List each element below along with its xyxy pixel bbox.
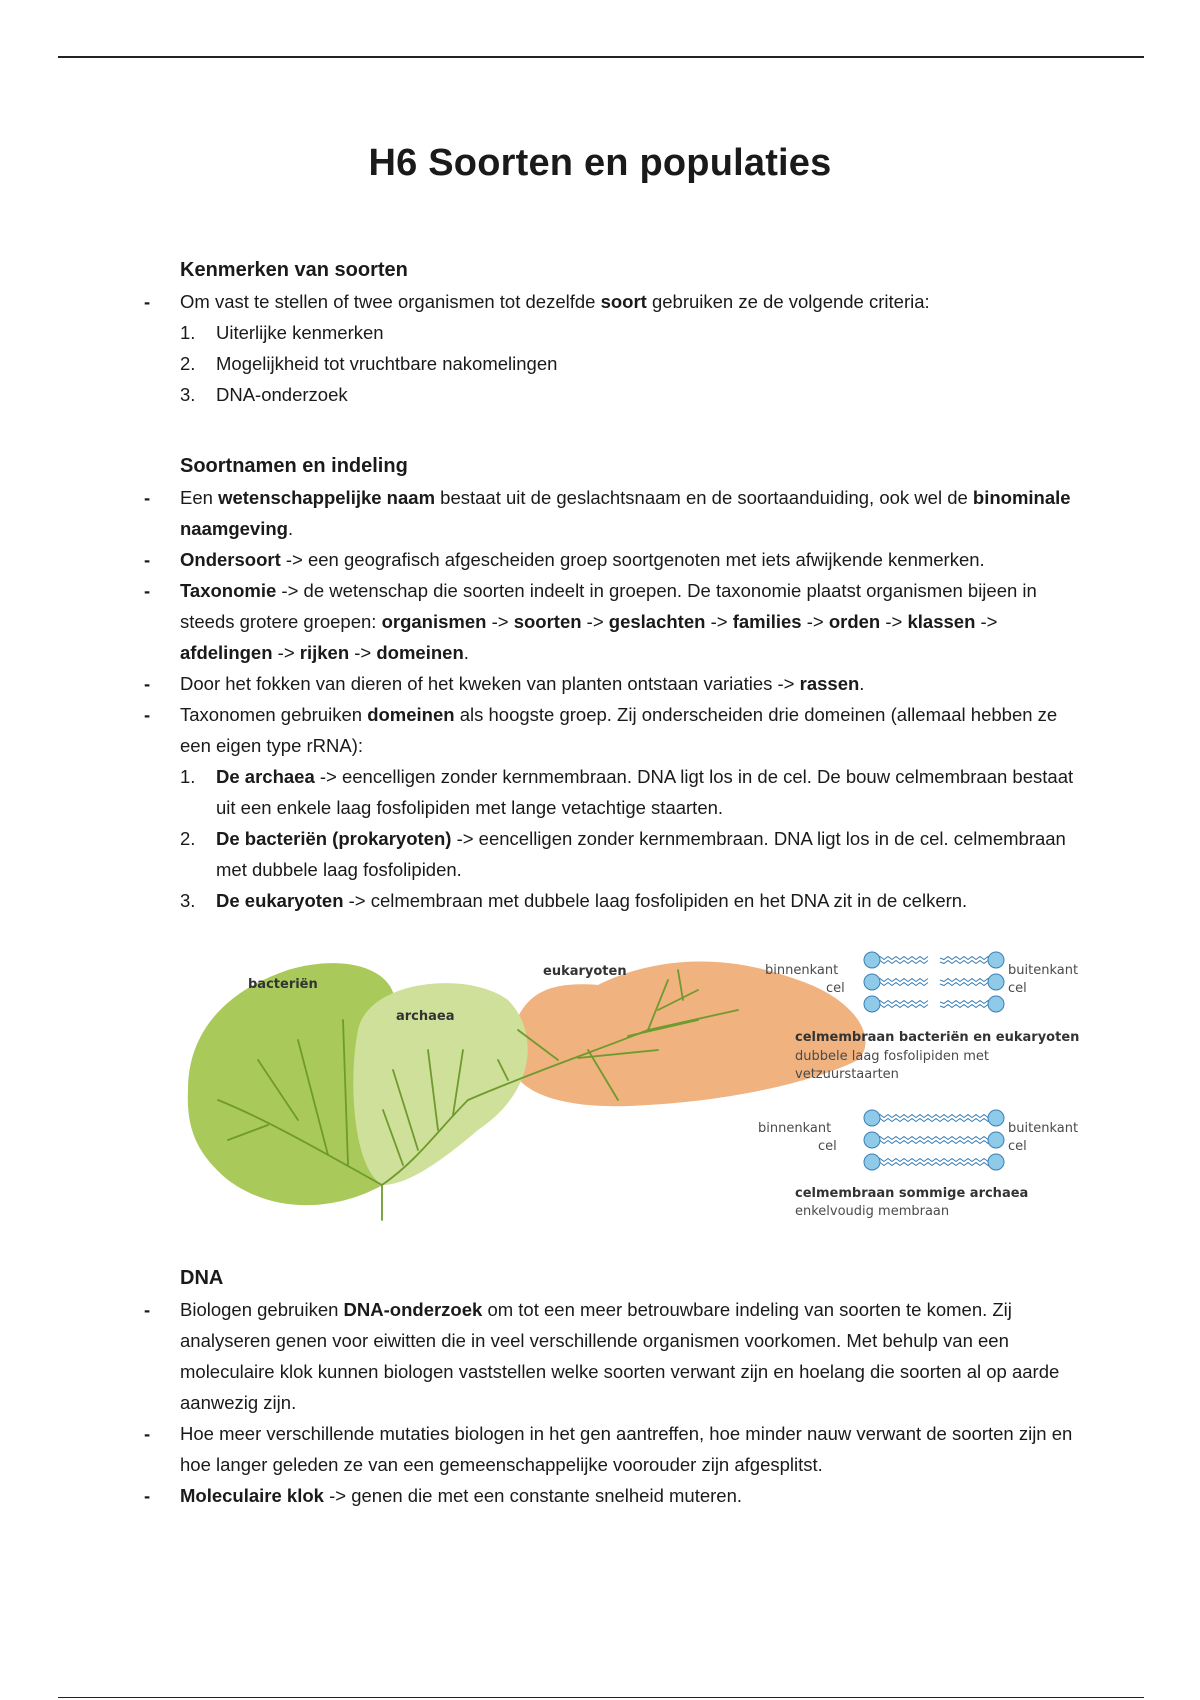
- lipid-tail: [872, 1159, 996, 1166]
- tree-of-life-diagram: [188, 961, 866, 1220]
- lipid-head: [988, 1110, 1004, 1126]
- figure-svg: [178, 940, 1098, 1240]
- domain-list: [180, 761, 1080, 916]
- lipid-tail: [872, 1115, 996, 1122]
- label-outer-cell: buitenkant cel: [1008, 1121, 1079, 1154]
- page-title: H6 Soorten en populaties: [368, 142, 832, 184]
- phospholipid-monolayer: [864, 1110, 1004, 1170]
- section-heading: DNA: [180, 1267, 224, 1289]
- lipid-head: [864, 996, 880, 1012]
- bullet-dna-onderzoek: - Biologen gebruiken DNA-onderzoek om tot een meer betrouwbare indeling van soorten te komen. Zij analyseren genen voor eiwitten die in veel verschillende organismen voorkomen. Met behulp van een moleculaire klok kunnen biologen vaststellen welke soorten verwant zijn en hoelang die soorten al op aarde aanwezig zijn.: [180, 1294, 1080, 1418]
- membrane1-caption: dubbele laag fosfolipiden met vetzuurstaarten: [795, 1049, 989, 1082]
- membrane-monolayer-diagram: [758, 1110, 1078, 1219]
- membrane2-caption: enkelvoudig membraan: [795, 1204, 950, 1219]
- section-soortnamen: [180, 450, 1080, 916]
- domains-figure: [178, 940, 1098, 1240]
- bullet-moleculaire-klok: - Moleculaire klok -> genen die met een constante snelheid muteren.: [180, 1480, 1080, 1511]
- list-item: 3. DNA-onderzoek: [180, 384, 348, 405]
- list-item: 2. Mogelijkheid tot vruchtbare nakomelingen: [180, 353, 558, 374]
- lipid-head: [864, 1110, 880, 1126]
- phospholipid-bilayer: [864, 952, 1004, 1012]
- bullet-criteria: - Om vast te stellen of twee organismen tot dezelfde soort gebruiken ze de volgende criteria:: [180, 286, 1080, 317]
- list-item: 3. De eukaryoten -> celmembraan met dubbele laag fosfolipiden en het DNA zit in de celkern.: [180, 890, 968, 911]
- lipid-head: [988, 996, 1004, 1012]
- bullet-rassen: - Door het fokken van dieren of het kweken van planten ontstaan variaties -> rassen.: [180, 668, 1080, 699]
- lipid-head: [988, 1154, 1004, 1170]
- top-rule: [58, 56, 1144, 58]
- bullet-taxonomie: - Taxonomie -> de wetenschap die soorten indeelt in groepen. De taxonomie plaatst organismen bijeen in steeds grotere groepen: organismen -> soorten -> geslachten -> families -> orden -> klassen -> afdelingen -> rijken -> domeinen.: [180, 575, 1080, 668]
- label-inner-cell: binnenkant cel: [765, 963, 845, 996]
- bullet-wetenschappelijke-naam: - Een wetenschappelijke naam bestaat uit de geslachtsnaam en de soortaanduiding, ook wel de binominale naamgeving.: [180, 482, 1080, 544]
- list-item: 2. De bacteriën (prokaryoten) -> eencelligen zonder kernmembraan. DNA ligt los in de cel. celmembraan met dubbele laag fosfolipiden.: [180, 828, 1066, 880]
- lipid-head: [864, 1154, 880, 1170]
- lipid-tail: [872, 1137, 996, 1144]
- lipid-head: [864, 974, 880, 990]
- criteria-list: [180, 317, 1080, 410]
- section-dna: [180, 1262, 1080, 1511]
- membrane2-caption-title: celmembraan sommige archaea: [795, 1186, 1029, 1201]
- section-kenmerken: [180, 254, 1080, 410]
- bottom-rule: [58, 1697, 1144, 1698]
- lipid-head: [988, 1132, 1004, 1148]
- section-heading: Soortnamen en indeling: [180, 455, 408, 477]
- label-archaea: archaea: [396, 1009, 455, 1024]
- label-bacteria: bacteriën: [248, 977, 318, 992]
- label-inner-cell: binnenkant cel: [758, 1121, 837, 1154]
- section-heading: Kenmerken van soorten: [180, 259, 408, 281]
- lipid-head: [864, 952, 880, 968]
- label-outer-cell: buitenkant cel: [1008, 963, 1079, 996]
- label-eukaryotes: eukaryoten: [543, 964, 627, 979]
- list-item: 1. Uiterlijke kenmerken: [180, 322, 384, 343]
- lipid-head: [988, 974, 1004, 990]
- bullet-domeinen: - Taxonomen gebruiken domeinen als hoogste groep. Zij onderscheiden drie domeinen (allemaal hebben ze een eigen type rRNA):: [180, 699, 1080, 761]
- bullet-ondersoort: - Ondersoort -> een geografisch afgescheiden groep soortgenoten met iets afwijkende kenmerken.: [180, 544, 1080, 575]
- membrane1-caption-title: celmembraan bacteriën en eukaryoten: [795, 1030, 1080, 1045]
- list-item: 1. De archaea -> eencelligen zonder kernmembraan. DNA ligt los in de cel. De bouw celmembraan bestaat uit een enkele laag fosfolipiden met lange vetachtige staarten.: [180, 766, 1074, 818]
- bullet-mutaties: - Hoe meer verschillende mutaties biologen in het gen aantreffen, hoe minder nauw verwant de soorten zijn en hoe langer geleden ze van een gemeenschappelijke voorouder zijn afgesplitst.: [180, 1418, 1080, 1480]
- lipid-head: [988, 952, 1004, 968]
- lipid-head: [864, 1132, 880, 1148]
